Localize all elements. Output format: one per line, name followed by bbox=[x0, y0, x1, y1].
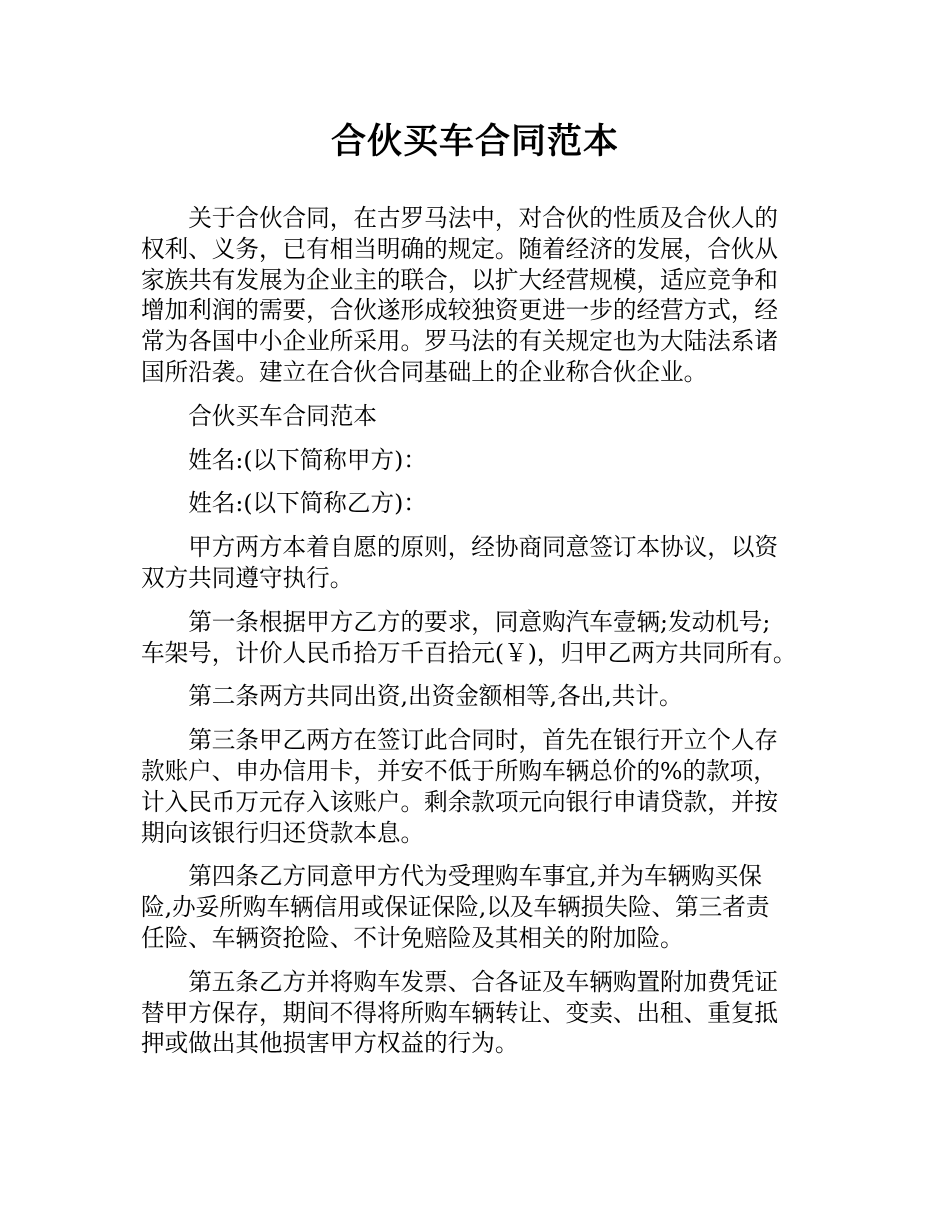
text-line: 常为各国中小企业所采用。罗马法的有关规定也为大陆法系诸 bbox=[141, 327, 779, 356]
text-line: 险,办妥所购车辆信用或保证保险,以及车辆损失险、第三者责 bbox=[141, 893, 770, 922]
text-line: 家族共有发展为企业主的联合，以扩大经营规模，适应竞争和 bbox=[141, 265, 779, 294]
text-line: 第二条两方共同出资,出资金额相等,各出,共计。 bbox=[188, 682, 683, 711]
text-line: 增加利润的需要，合伙遂形成较独资更进一步的经营方式，经 bbox=[141, 296, 779, 325]
text-line: 押或做出其他损害甲方权益的行为。 bbox=[141, 1029, 519, 1058]
text-line: 期向该银行归还贷款本息。 bbox=[141, 818, 425, 847]
text-line: 权利、义务，已有相当明确的规定。随着经济的发展，合伙从 bbox=[141, 234, 779, 263]
text-line: 国所沿袭。建立在合伙合同基础上的企业称合伙企业。 bbox=[141, 357, 708, 386]
text-line: 第三条甲乙两方在签订此合同时，首先在银行开立个人存 bbox=[188, 726, 779, 755]
text-line: 双方共同遵守执行。 bbox=[141, 563, 354, 592]
intro-paragraph bbox=[141, 203, 831, 388]
text-line: 款账户、申办信用卡，并安不低于所购车辆总价的%的款项， bbox=[141, 756, 777, 785]
text-line: 计入民币万元存入该账户。剩余款项元向银行申请贷款，并按 bbox=[141, 787, 779, 816]
article-5 bbox=[141, 967, 831, 1059]
article-4 bbox=[141, 861, 831, 953]
article-2 bbox=[141, 681, 831, 712]
document-title: 合伙买车合同范本 bbox=[330, 122, 619, 162]
text-line: 车架号，计价人民币拾万千百拾元(￥)，归甲乙两方共同所有。 bbox=[141, 638, 797, 667]
contract-subtitle bbox=[141, 401, 831, 432]
party-a-name bbox=[141, 445, 831, 476]
text-line: 姓名:(以下简称乙方)： bbox=[188, 489, 427, 518]
text-line: 姓名:(以下简称甲方)： bbox=[188, 445, 427, 474]
text-line: 第四条乙方同意甲方代为受理购车事宜,并为车辆购买保 bbox=[188, 862, 762, 891]
text-line: 第五条乙方并将购车发票、合各证及车辆购置附加费凭证 bbox=[188, 967, 779, 996]
text-line: 第一条根据甲方乙方的要求，同意购汽车壹辆;发动机号; bbox=[188, 607, 771, 636]
text-line: 合伙买车合同范本 bbox=[188, 401, 377, 430]
text-line: 任险、车辆资抢险、不计免赔险及其相关的附加险。 bbox=[141, 923, 684, 952]
preamble-paragraph bbox=[141, 532, 831, 594]
article-3 bbox=[141, 725, 831, 848]
text-line: 替甲方保存，期间不得将所购车辆转让、变卖、出租、重复抵 bbox=[141, 998, 779, 1027]
text-line: 甲方两方本着自愿的原则，经协商同意签订本协议，以资 bbox=[188, 533, 779, 562]
article-1 bbox=[141, 607, 831, 669]
text-line: 关于合伙合同，在古罗马法中，对合伙的性质及合伙人的 bbox=[188, 204, 779, 232]
document-body bbox=[141, 203, 831, 1072]
party-b-name bbox=[141, 488, 831, 519]
